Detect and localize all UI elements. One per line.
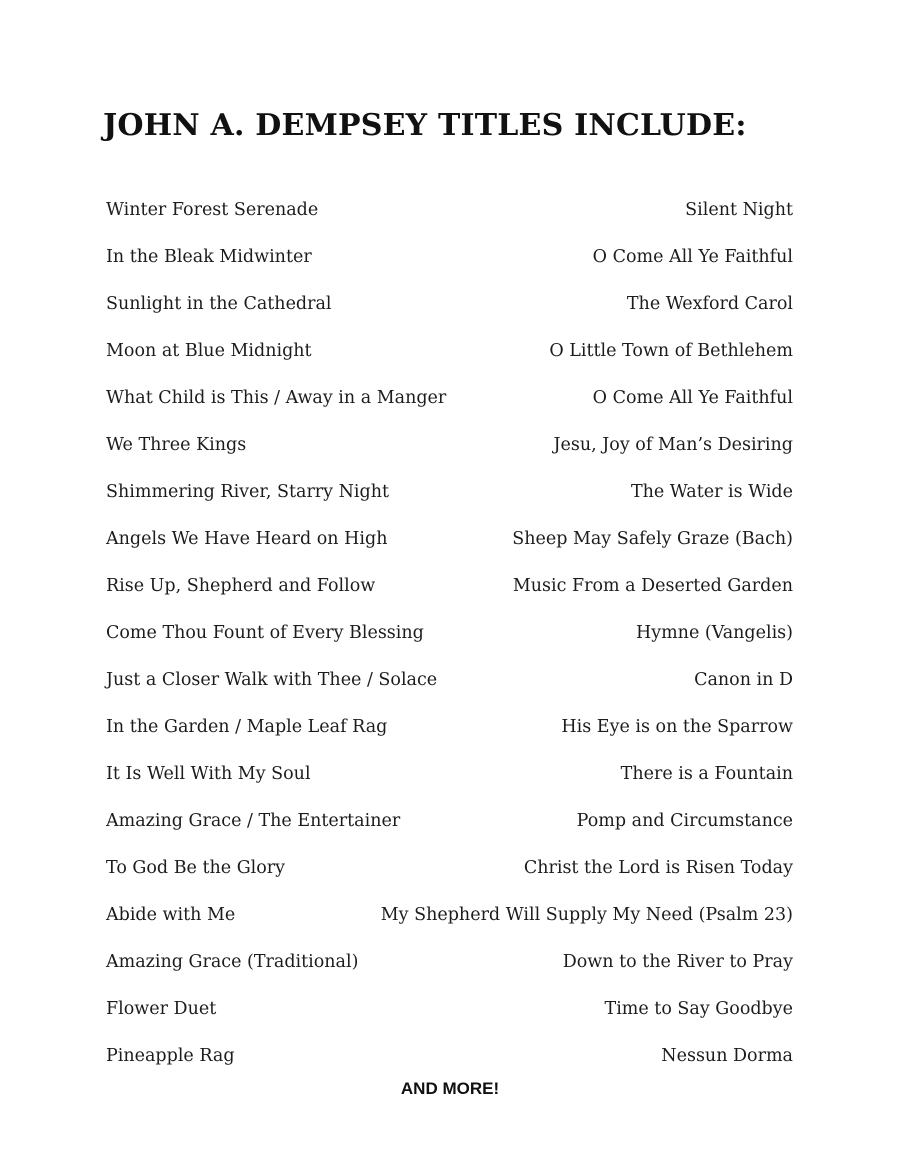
title-left: Sunlight in the Cathedral [106, 293, 332, 314]
title-row [106, 656, 793, 703]
title-row [106, 562, 793, 609]
title-row [106, 797, 793, 844]
title-row [106, 891, 793, 938]
title-left: We Three Kings [106, 434, 247, 455]
title-left: Come Thou Fount of Every Blessing [106, 622, 424, 643]
title-right: Time to Say Goodbye [604, 998, 793, 1019]
title-left: Angels We Have Heard on High [106, 528, 388, 549]
title-row [106, 985, 793, 1032]
title-left: To God Be the Glory [106, 857, 286, 878]
title-left: In the Garden / Maple Leaf Rag [106, 716, 388, 737]
title-right: Music From a Deserted Garden [512, 575, 793, 596]
title-left: In the Bleak Midwinter [106, 246, 312, 267]
title-right: The Wexford Carol [626, 293, 793, 314]
titles-list [106, 186, 793, 1079]
title-right: Christ the Lord is Risen Today [523, 857, 793, 878]
title-row [106, 233, 793, 280]
title-right: Down to the River to Pray [562, 951, 793, 972]
title-row [106, 468, 793, 515]
title-left: Amazing Grace (Traditional) [106, 951, 359, 972]
page-title: JOHN A. DEMPSEY TITLES INCLUDE: [103, 108, 747, 143]
title-row [106, 844, 793, 891]
title-right: My Shepherd Will Supply My Need (Psalm 23) [380, 904, 793, 925]
title-left: Just a Closer Walk with Thee / Solace [106, 669, 438, 690]
title-right: Nessun Dorma [661, 1045, 793, 1066]
title-row [106, 186, 793, 233]
title-left: Winter Forest Serenade [106, 199, 319, 220]
title-right: Jesu, Joy of Man’s Desiring [553, 434, 793, 455]
title-left: Abide with Me [106, 904, 236, 925]
title-row [106, 327, 793, 374]
title-left: Amazing Grace / The Entertainer [106, 810, 401, 831]
title-row [106, 515, 793, 562]
title-left: Rise Up, Shepherd and Follow [106, 575, 376, 596]
title-left: Moon at Blue Midnight [106, 340, 312, 361]
title-row [106, 750, 793, 797]
title-right: There is a Fountain [620, 763, 793, 784]
title-left: Shimmering River, Starry Night [106, 481, 390, 502]
title-right: Hymne (Vangelis) [635, 622, 793, 643]
title-left: It Is Well With My Soul [106, 763, 311, 784]
title-row [106, 421, 793, 468]
title-right: His Eye is on the Sparrow [561, 716, 793, 737]
title-left: Flower Duet [106, 998, 217, 1019]
title-right: O Come All Ye Faithful [592, 246, 793, 267]
title-left: Pineapple Rag [106, 1045, 235, 1066]
title-right: Canon in D [694, 669, 793, 690]
and-more-footer: AND MORE! [400, 1079, 500, 1098]
title-right: Silent Night [685, 199, 793, 220]
title-row [106, 374, 793, 421]
title-right: The Water is Wide [630, 481, 793, 502]
title-right: Pomp and Circumstance [576, 810, 793, 831]
title-row [106, 1032, 793, 1079]
title-row [106, 938, 793, 985]
title-right: Sheep May Safely Graze (Bach) [512, 528, 793, 549]
title-row [106, 609, 793, 656]
title-row [106, 703, 793, 750]
title-right: O Little Town of Bethlehem [549, 340, 793, 361]
title-right: O Come All Ye Faithful [592, 387, 793, 408]
title-row [106, 280, 793, 327]
title-left: What Child is This / Away in a Manger [106, 387, 447, 408]
